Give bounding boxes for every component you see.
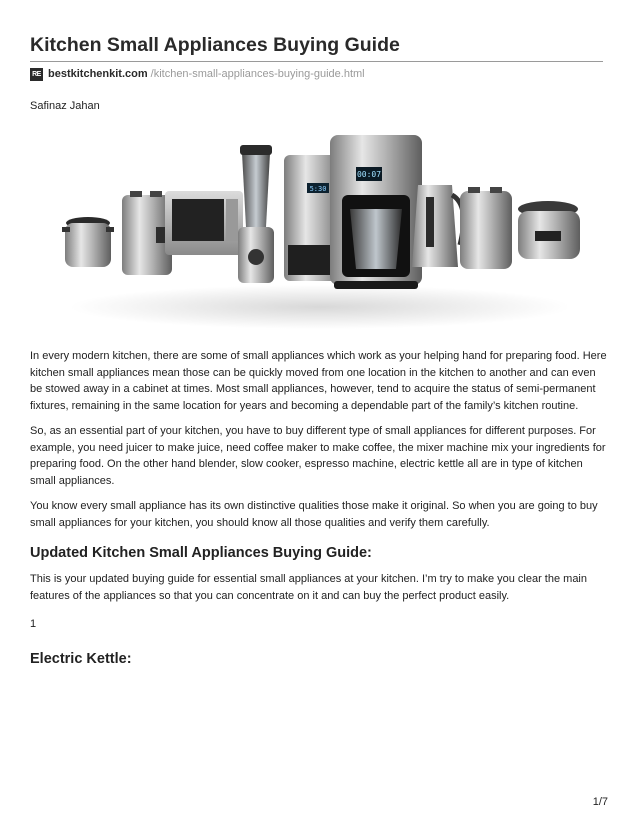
paragraph-qualities: You know every small appliance has its own distinctive qualities those make it original. So when you are going to buy small appliances for your kitchen, you should know all those qualities and verify them carefully. <box>30 500 598 529</box>
section-heading-guide: Updated Kitchen Small Appliances Buying Guide: <box>30 545 372 561</box>
page-indicator: 1/7 <box>592 796 608 808</box>
source-domain-link[interactable]: bestkitchenkit.com <box>48 68 148 80</box>
article-body <box>30 348 608 677</box>
site-logo-icon: RE <box>30 68 43 81</box>
espresso-display: 5:30 <box>309 185 327 193</box>
kitchen-appliances-photo-icon <box>60 135 580 335</box>
paragraph-intro: In every modern kitchen, there are some of small appliances which work as your helping hand for preparing food. Here kitchen small appliances mean those can be quickly moved from one location in the kitchen to another and can even be stowed away in a cabinet at times. Most small appliances, however, tend to acquire the status of semi-permanent fixtures, remaining in the same location for years and becoming a dependable part of the family’s kitchen routine. <box>30 350 607 412</box>
paragraph-guide: This is your updated buying guide for essential small appliances at your kitchen. I’m try to make you clear the main features of the appliances so that you can concentrate on it and can buy the perfect product easily. <box>30 573 587 602</box>
title-divider <box>30 61 603 62</box>
paragraph-purposes: So, as an essential part of your kitchen, you have to buy different type of small appliances for different purposes. For example, you need juicer to make juice, need coffee maker to make coffee, the mixer machine mix your ingredients for preparing food. On the other hand blender, slow cooker, espresso machine, electric kettle all are in type of kitchen small appliances. <box>30 425 606 487</box>
section-heading-kettle: Electric Kettle: <box>30 650 132 667</box>
source-line <box>30 66 365 82</box>
author-name: Safinaz Jahan <box>30 100 100 112</box>
page-title: Kitchen Small Appliances Buying Guide <box>30 34 400 56</box>
coffee-maker-display: 00:07 <box>356 170 382 179</box>
item-number: 1 <box>30 618 37 630</box>
source-path: /kitchen-small-appliances-buying-guide.html <box>150 68 365 80</box>
